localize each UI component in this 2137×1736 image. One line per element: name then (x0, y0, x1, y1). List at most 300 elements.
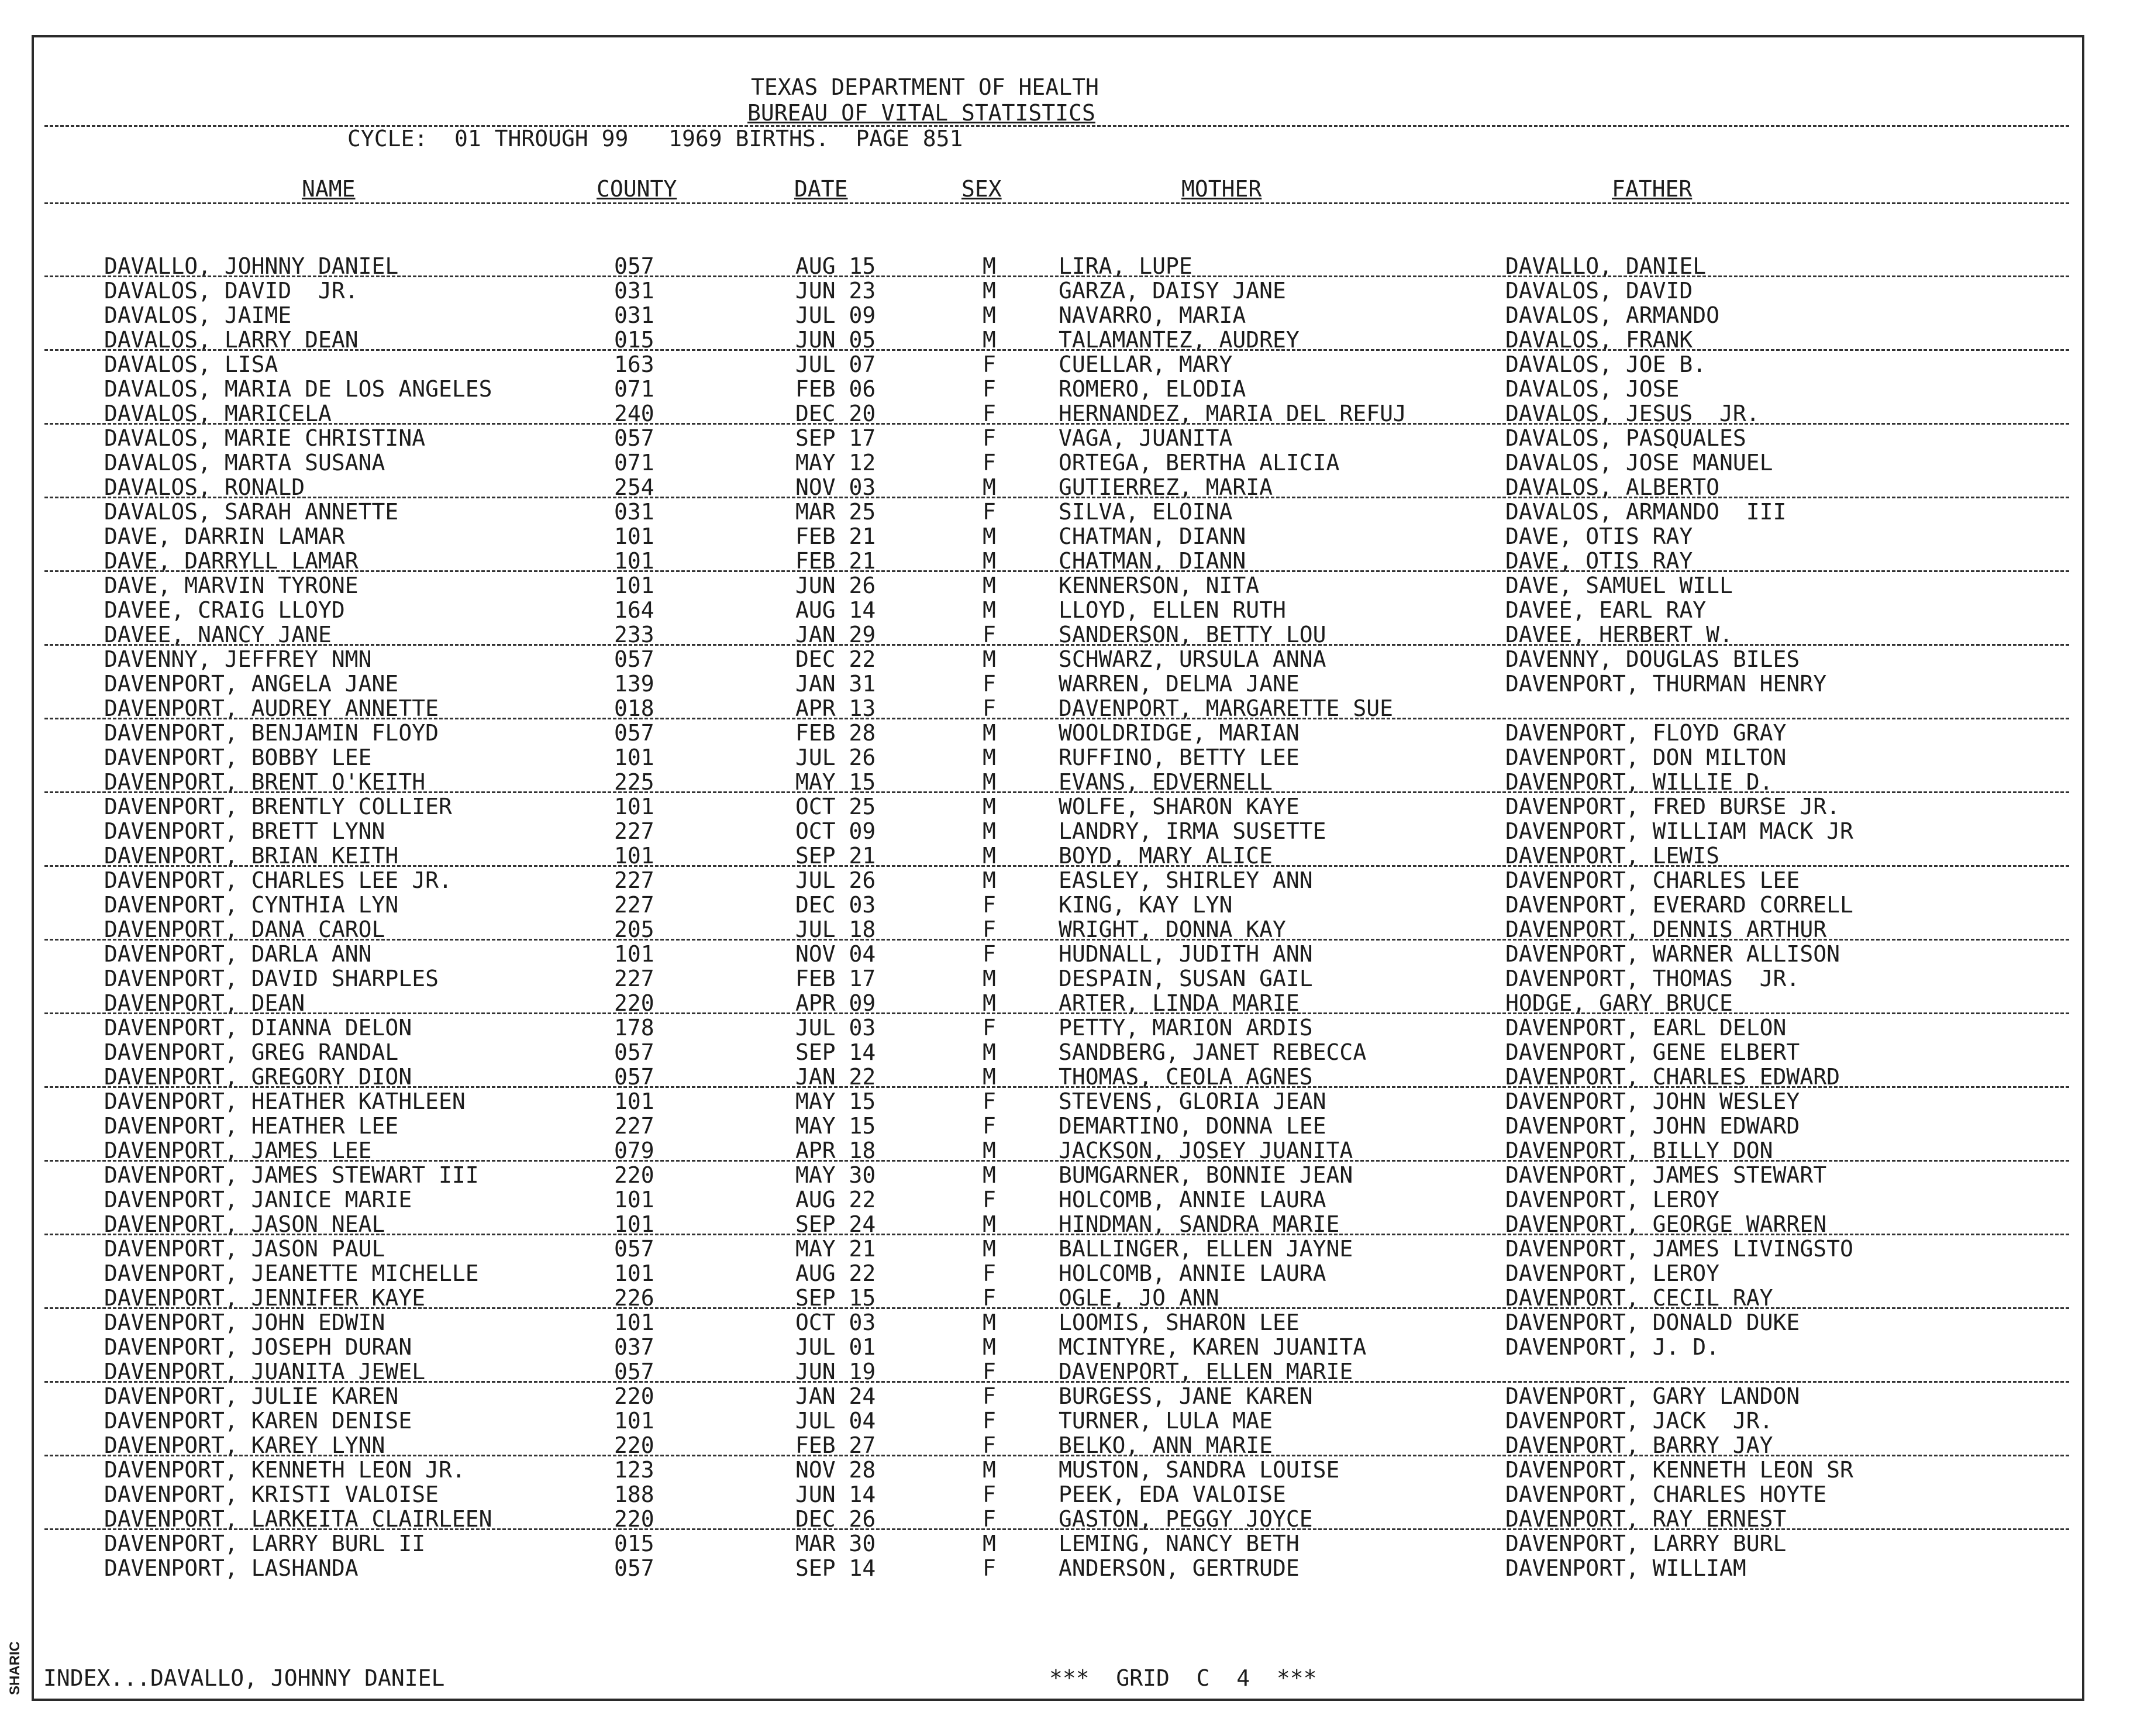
cell-name: DAVENPORT, LARRY BURL II (104, 1531, 426, 1556)
table-row (34, 254, 2082, 278)
cell-name: DAVALOS, MARTA SUSANA (104, 450, 385, 476)
cell-name: DAVENPORT, GREGORY DION (104, 1064, 412, 1090)
col-header-father: FATHER (1612, 176, 1693, 202)
cell-sex: M (983, 720, 996, 746)
cell-county: 101 (614, 1310, 654, 1335)
row-group-divider (44, 791, 2069, 793)
cell-date: MAY 21 (795, 1236, 876, 1262)
cell-county: 227 (614, 966, 654, 991)
cell-sex: M (983, 302, 996, 328)
cell-sex: M (983, 327, 996, 353)
table-row (34, 1507, 2082, 1531)
cell-father: DAVENPORT, RAY ERNEST (1505, 1506, 1787, 1532)
cell-county: 101 (614, 1211, 654, 1237)
cell-father: HODGE, GARY BRUCE (1505, 990, 1733, 1016)
cell-sex: F (983, 671, 996, 697)
cell-father: DAVENPORT, GENE ELBERT (1505, 1039, 1800, 1065)
cell-name: DAVALOS, RONALD (104, 474, 305, 500)
cell-date: MAR 30 (795, 1531, 876, 1556)
cell-father: DAVENPORT, JOHN EDWARD (1505, 1113, 1800, 1139)
cell-sex: M (983, 1334, 996, 1360)
cell-date: JUL 26 (795, 867, 876, 893)
table-row (34, 893, 2082, 917)
cell-county: 101 (614, 1260, 654, 1286)
cell-sex: M (983, 769, 996, 795)
cell-sex: F (983, 425, 996, 451)
cell-father: DAVENPORT, THURMAN HENRY (1505, 671, 1827, 697)
cell-father: DAVENPORT, J. D. (1505, 1334, 1720, 1360)
cell-date: AUG 14 (795, 597, 876, 623)
cell-county: 220 (614, 1432, 654, 1458)
cell-mother: DESPAIN, SUSAN GAIL (1059, 966, 1313, 991)
cell-sex: M (983, 818, 996, 844)
cell-mother: ANDERSON, GERTRUDE (1059, 1555, 1300, 1581)
cell-name: DAVENPORT, BRENTLY COLLIER (104, 794, 452, 819)
cell-mother: CUELLAR, MARY (1059, 352, 1233, 377)
table-row (34, 1065, 2082, 1089)
cell-name: DAVENPORT, JEANETTE MICHELLE (104, 1260, 479, 1286)
cell-date: MAY 30 (795, 1162, 876, 1188)
table-row (34, 450, 2082, 475)
cell-mother: DAVENPORT, MARGARETTE SUE (1059, 695, 1393, 721)
cell-father: DAVALOS, JOSE MANUEL (1505, 450, 1773, 476)
cell-name: DAVENPORT, JUANITA JEWEL (104, 1359, 426, 1384)
cell-name: DAVENPORT, JANICE MARIE (104, 1187, 412, 1213)
cell-name: DAVEE, CRAIG LLOYD (104, 597, 345, 623)
cell-father: DAVALOS, ARMANDO III (1505, 499, 1787, 525)
cell-name: DAVE, MARVIN TYRONE (104, 573, 359, 598)
cell-county: 101 (614, 843, 654, 869)
cell-name: DAVENPORT, BRIAN KEITH (104, 843, 399, 869)
table-row (34, 991, 2082, 1015)
cell-mother: ROMERO, ELODIA (1059, 376, 1246, 402)
table-row (34, 1261, 2082, 1286)
table-row (34, 1359, 2082, 1384)
row-group-divider (44, 275, 2069, 277)
cell-sex: F (983, 1432, 996, 1458)
cell-county: 220 (614, 990, 654, 1016)
cell-name: DAVENPORT, HEATHER KATHLEEN (104, 1089, 466, 1114)
cell-mother: HERNANDEZ, MARIA DEL REFUJ (1059, 401, 1407, 426)
cell-county: 057 (614, 646, 654, 672)
cell-county: 057 (614, 1064, 654, 1090)
row-group-divider (44, 423, 2069, 425)
cell-date: JUL 18 (795, 917, 876, 942)
cell-date: JAN 29 (795, 622, 876, 647)
cell-sex: F (983, 1383, 996, 1409)
cell-date: SEP 15 (795, 1285, 876, 1311)
cell-father: DAVENPORT, EVERARD CORRELL (1505, 892, 1853, 918)
row-group-divider (44, 1012, 2069, 1014)
table-row (34, 1015, 2082, 1040)
cell-mother: LOOMIS, SHARON LEE (1059, 1310, 1300, 1335)
cell-name: DAVENPORT, CYNTHIA LYN (104, 892, 399, 918)
cell-date: MAY 15 (795, 769, 876, 795)
cell-name: DAVALOS, MARIE CHRISTINA (104, 425, 426, 451)
row-group-divider (44, 1528, 2069, 1530)
cell-county: 057 (614, 1359, 654, 1384)
cell-mother: BELKO, ANN MARIE (1059, 1432, 1273, 1458)
cell-father: DAVALOS, JOSE (1505, 376, 1680, 402)
cell-sex: M (983, 794, 996, 819)
cell-name: DAVENPORT, DEAN (104, 990, 305, 1016)
table-row (34, 303, 2082, 328)
cell-date: SEP 21 (795, 843, 876, 869)
cell-date: JUL 01 (795, 1334, 876, 1360)
cell-sex: M (983, 573, 996, 598)
cell-sex: M (983, 523, 996, 549)
cell-sex: F (983, 622, 996, 647)
table-row (34, 622, 2082, 647)
cell-mother: CHATMAN, DIANN (1059, 523, 1246, 549)
table-row (34, 1212, 2082, 1236)
cell-county: 018 (614, 695, 654, 721)
cell-name: DAVENPORT, KAREN DENISE (104, 1408, 412, 1434)
cell-father: DAVENPORT, JACK JR. (1505, 1408, 1773, 1434)
cell-father: DAVENPORT, GEORGE WARREN (1505, 1211, 1827, 1237)
cell-father: DAVENPORT, LARRY BURL (1505, 1531, 1787, 1556)
cell-sex: F (983, 892, 996, 918)
cell-mother: EVANS, EDVERNELL (1059, 769, 1273, 795)
cell-father: DAVENPORT, LEROY (1505, 1260, 1720, 1286)
cell-name: DAVENPORT, JOSEPH DURAN (104, 1334, 412, 1360)
cell-father: DAVENPORT, CHARLES HOYTE (1505, 1482, 1827, 1507)
cell-date: OCT 03 (795, 1310, 876, 1335)
table-row (34, 1384, 2082, 1408)
cell-sex: M (983, 1138, 996, 1163)
cell-county: 031 (614, 278, 654, 304)
cell-date: DEC 26 (795, 1506, 876, 1532)
table-row (34, 843, 2082, 868)
cell-county: 071 (614, 376, 654, 402)
cell-date: AUG 22 (795, 1187, 876, 1213)
cell-date: NOV 03 (795, 474, 876, 500)
cell-mother: STEVENS, GLORIA JEAN (1059, 1089, 1326, 1114)
table-row (34, 671, 2082, 696)
cell-date: JUL 03 (795, 1015, 876, 1041)
cell-date: JAN 31 (795, 671, 876, 697)
cell-mother: THOMAS, CEOLA AGNES (1059, 1064, 1313, 1090)
cell-sex: M (983, 745, 996, 770)
cell-county: 057 (614, 720, 654, 746)
side-stamp (5, 1641, 28, 1696)
cell-date: JUN 26 (795, 573, 876, 598)
cell-father: DAVENPORT, KENNETH LEON SR (1505, 1457, 1853, 1483)
cell-sex: M (983, 867, 996, 893)
table-row (34, 500, 2082, 524)
table-row (34, 1187, 2082, 1212)
cell-name: DAVALOS, DAVID JR. (104, 278, 359, 304)
cell-county: 254 (614, 474, 654, 500)
cell-date: NOV 28 (795, 1457, 876, 1483)
cell-date: FEB 21 (795, 523, 876, 549)
cell-county: 101 (614, 794, 654, 819)
cell-mother: WARREN, DELMA JANE (1059, 671, 1300, 697)
cell-date: JAN 24 (795, 1383, 876, 1409)
cell-date: DEC 03 (795, 892, 876, 918)
cell-county: 071 (614, 450, 654, 476)
cell-date: SEP 24 (795, 1211, 876, 1237)
cell-name: DAVENPORT, JULIE KAREN (104, 1383, 399, 1409)
cell-father: DAVENPORT, BILLY DON (1505, 1138, 1773, 1163)
cell-father: DAVENNY, DOUGLAS BILES (1505, 646, 1800, 672)
cell-mother: TURNER, LULA MAE (1059, 1408, 1273, 1434)
cell-county: 164 (614, 597, 654, 623)
cell-mother: MCINTYRE, KAREN JUANITA (1059, 1334, 1367, 1360)
cell-mother: GARZA, DAISY JANE (1059, 278, 1286, 304)
cell-sex: M (983, 1236, 996, 1262)
table-row (34, 745, 2082, 770)
cell-county: 057 (614, 253, 654, 279)
table-row (34, 647, 2082, 671)
cell-sex: F (983, 1187, 996, 1213)
cell-county: 220 (614, 1383, 654, 1409)
cell-name: DAVE, DARRIN LAMAR (104, 523, 345, 549)
cell-name: DAVENPORT, JOHN EDWIN (104, 1310, 385, 1335)
cell-sex: F (983, 941, 996, 967)
cell-date: SEP 14 (795, 1555, 876, 1581)
cell-date: SEP 14 (795, 1039, 876, 1065)
col-header-name: NAME (302, 176, 356, 202)
cell-mother: HOLCOMB, ANNIE LAURA (1059, 1187, 1326, 1213)
cell-sex: M (983, 990, 996, 1016)
cell-county: 240 (614, 401, 654, 426)
cell-date: FEB 21 (795, 548, 876, 574)
table-row (34, 794, 2082, 819)
cell-mother: EASLEY, SHIRLEY ANN (1059, 867, 1313, 893)
cell-date: DEC 22 (795, 646, 876, 672)
cell-date: JUN 23 (795, 278, 876, 304)
cell-mother: NAVARRO, MARIA (1059, 302, 1246, 328)
cell-mother: ORTEGA, BERTHA ALICIA (1059, 450, 1340, 476)
cell-name: DAVENPORT, AUDREY ANNETTE (104, 695, 439, 721)
cell-date: APR 09 (795, 990, 876, 1016)
cell-mother: RUFFINO, BETTY LEE (1059, 745, 1300, 770)
table-row (34, 1040, 2082, 1065)
cell-name: DAVENPORT, DIANNA DELON (104, 1015, 412, 1041)
cell-date: MAY 12 (795, 450, 876, 476)
table-row (34, 1138, 2082, 1163)
cell-father: DAVALOS, JESUS JR. (1505, 401, 1760, 426)
cell-name: DAVE, DARRYLL LAMAR (104, 548, 359, 574)
cell-county: 101 (614, 745, 654, 770)
cell-mother: DEMARTINO, DONNA LEE (1059, 1113, 1326, 1139)
table-row (34, 1335, 2082, 1359)
cell-name: DAVENPORT, CHARLES LEE JR. (104, 867, 452, 893)
cell-father: DAVALOS, ALBERTO (1505, 474, 1720, 500)
cell-sex: F (983, 1359, 996, 1384)
table-row (34, 1556, 2082, 1580)
cell-county: 101 (614, 1187, 654, 1213)
cell-date: APR 18 (795, 1138, 876, 1163)
cell-county: 188 (614, 1482, 654, 1507)
cell-county: 031 (614, 302, 654, 328)
cell-mother: WRIGHT, DONNA KAY (1059, 917, 1286, 942)
cell-father: DAVENPORT, CHARLES EDWARD (1505, 1064, 1840, 1090)
cell-father: DAVEE, HERBERT W. (1505, 622, 1733, 647)
cell-father: DAVENPORT, JOHN WESLEY (1505, 1089, 1800, 1114)
cell-sex: M (983, 1162, 996, 1188)
cell-mother: PETTY, MARION ARDIS (1059, 1015, 1313, 1041)
cell-date: OCT 09 (795, 818, 876, 844)
table-row (34, 819, 2082, 843)
row-group-divider (44, 644, 2069, 646)
cell-county: 178 (614, 1015, 654, 1041)
cell-father: DAVENPORT, GARY LANDON (1505, 1383, 1800, 1409)
cell-name: DAVENPORT, HEATHER LEE (104, 1113, 399, 1139)
cell-sex: F (983, 352, 996, 377)
cell-sex: M (983, 253, 996, 279)
cell-date: JUN 14 (795, 1482, 876, 1507)
cell-name: DAVENPORT, DARLA ANN (104, 941, 372, 967)
row-group-divider (44, 1307, 2069, 1309)
cell-mother: CHATMAN, DIANN (1059, 548, 1246, 574)
table-row (34, 1089, 2082, 1114)
cell-name: DAVENPORT, JASON PAUL (104, 1236, 385, 1262)
cell-father: DAVE, OTIS RAY (1505, 523, 1693, 549)
cell-date: MAR 25 (795, 499, 876, 525)
cell-name: DAVENPORT, BENJAMIN FLOYD (104, 720, 439, 746)
cell-father: DAVENPORT, FRED BURSE JR. (1505, 794, 1840, 819)
cell-sex: F (983, 1260, 996, 1286)
cell-father: DAVENPORT, EARL DELON (1505, 1015, 1787, 1041)
cell-father: DAVALOS, DAVID (1505, 278, 1693, 304)
cell-mother: LANDRY, IRMA SUSETTE (1059, 818, 1326, 844)
cell-sex: F (983, 499, 996, 525)
cell-county: 015 (614, 1531, 654, 1556)
table-row (34, 696, 2082, 721)
cell-father: DAVALOS, JOE B. (1505, 352, 1707, 377)
cell-county: 037 (614, 1334, 654, 1360)
row-group-divider (44, 1455, 2069, 1456)
cell-mother: SILVA, ELOINA (1059, 499, 1233, 525)
table-row (34, 1482, 2082, 1507)
cell-sex: M (983, 474, 996, 500)
cell-mother: WOOLDRIDGE, MARIAN (1059, 720, 1300, 746)
cell-mother: ARTER, LINDA MARIE (1059, 990, 1300, 1016)
cell-sex: F (983, 1555, 996, 1581)
cell-county: 015 (614, 327, 654, 353)
cell-date: FEB 17 (795, 966, 876, 991)
cell-name: DAVALLO, JOHNNY DANIEL (104, 253, 399, 279)
header-bureau: BUREAU OF VITAL STATISTICS (747, 100, 1095, 126)
cell-sex: F (983, 401, 996, 426)
row-group-divider (44, 1160, 2069, 1162)
cell-date: NOV 04 (795, 941, 876, 967)
row-group-divider (44, 939, 2069, 941)
cell-date: FEB 06 (795, 376, 876, 402)
cell-county: 101 (614, 1089, 654, 1114)
cell-name: DAVENPORT, JASON NEAL (104, 1211, 385, 1237)
cell-date: MAY 15 (795, 1089, 876, 1114)
table-row (34, 573, 2082, 598)
table-row (34, 942, 2082, 966)
cell-name: DAVEE, NANCY JANE (104, 622, 332, 647)
cell-father: DAVENPORT, JAMES LIVINGSTO (1505, 1236, 1853, 1262)
cell-date: JUL 04 (795, 1408, 876, 1434)
row-group-divider (44, 865, 2069, 867)
cell-sex: F (983, 1089, 996, 1114)
cell-name: DAVENPORT, BOBBY LEE (104, 745, 372, 770)
cell-date: OCT 25 (795, 794, 876, 819)
cell-date: FEB 28 (795, 720, 876, 746)
cell-name: DAVALOS, MARICELA (104, 401, 332, 426)
cell-sex: M (983, 1531, 996, 1556)
cell-sex: F (983, 1285, 996, 1311)
cell-county: 057 (614, 425, 654, 451)
footer-grid: *** GRID C 4 *** (1049, 1665, 1317, 1691)
table-row (34, 278, 2082, 303)
cell-county: 233 (614, 622, 654, 647)
cell-sex: M (983, 646, 996, 672)
cell-mother: KING, KAY LYN (1059, 892, 1233, 918)
cell-father: DAVALOS, FRANK (1505, 327, 1693, 353)
cell-name: DAVENPORT, GREG RANDAL (104, 1039, 399, 1065)
cell-father: DAVENPORT, WILLIAM MACK JR (1505, 818, 1853, 844)
cell-county: 163 (614, 352, 654, 377)
cell-mother: LLOYD, ELLEN RUTH (1059, 597, 1286, 623)
side-stamp-text: SHARIC (7, 1641, 23, 1696)
cell-county: 227 (614, 867, 654, 893)
cell-county: 057 (614, 1236, 654, 1262)
cell-name: DAVENPORT, DANA CAROL (104, 917, 385, 942)
cell-father: DAVEE, EARL RAY (1505, 597, 1707, 623)
cell-county: 226 (614, 1285, 654, 1311)
cell-father: DAVENPORT, WILLIE D. (1505, 769, 1773, 795)
cell-name: DAVENPORT, LASHANDA (104, 1555, 359, 1581)
cell-sex: M (983, 843, 996, 869)
cell-date: AUG 15 (795, 253, 876, 279)
cell-mother: BUMGARNER, BONNIE JEAN (1059, 1162, 1353, 1188)
table-row (34, 1310, 2082, 1335)
cell-father: DAVALLO, DANIEL (1505, 253, 1707, 279)
cell-mother: WOLFE, SHARON KAYE (1059, 794, 1300, 819)
table-row (34, 966, 2082, 991)
row-group-divider (44, 349, 2069, 351)
cell-sex: M (983, 548, 996, 574)
cell-sex: F (983, 450, 996, 476)
cell-mother: BOYD, MARY ALICE (1059, 843, 1273, 869)
cell-date: JUN 19 (795, 1359, 876, 1384)
cell-sex: F (983, 695, 996, 721)
cell-sex: M (983, 1211, 996, 1237)
table-row (34, 598, 2082, 622)
cell-name: DAVENPORT, DAVID SHARPLES (104, 966, 439, 991)
cell-name: DAVENPORT, KENNETH LEON JR. (104, 1457, 466, 1483)
cell-father: DAVENPORT, LEWIS (1505, 843, 1720, 869)
cell-mother: TALAMANTEZ, AUDREY (1059, 327, 1300, 353)
cell-name: DAVENPORT, JAMES LEE (104, 1138, 372, 1163)
cell-mother: SCHWARZ, URSULA ANNA (1059, 646, 1326, 672)
cell-date: SEP 17 (795, 425, 876, 451)
cell-county: 227 (614, 818, 654, 844)
cell-father: DAVE, OTIS RAY (1505, 548, 1693, 574)
table-row (34, 524, 2082, 549)
cell-mother: BURGESS, JANE KAREN (1059, 1383, 1313, 1409)
table-row (34, 401, 2082, 426)
cell-name: DAVENPORT, BRETT LYNN (104, 818, 385, 844)
cell-sex: F (983, 1408, 996, 1434)
cell-date: FEB 27 (795, 1432, 876, 1458)
cell-name: DAVENPORT, JAMES STEWART III (104, 1162, 479, 1188)
col-header-mother: MOTHER (1181, 176, 1262, 202)
cell-mother: LEMING, NANCY BETH (1059, 1531, 1300, 1556)
cell-name: DAVALOS, JAIME (104, 302, 292, 328)
cell-date: AUG 22 (795, 1260, 876, 1286)
cell-county: 220 (614, 1162, 654, 1188)
table-row (34, 868, 2082, 893)
row-group-divider (44, 570, 2069, 572)
